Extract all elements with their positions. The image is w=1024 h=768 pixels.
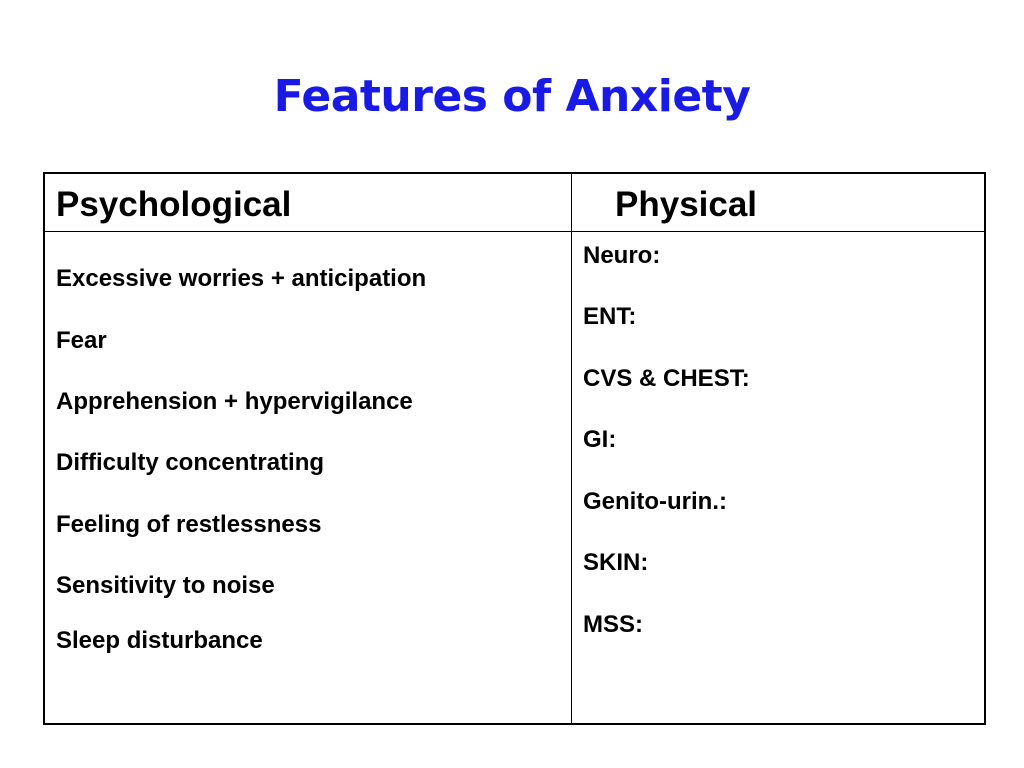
psychological-item-worries: Excessive worries + anticipation [56, 265, 427, 292]
psychological-item-concentration: Difficulty concentrating [56, 449, 325, 476]
psychological-item-sleep: Sleep disturbance [56, 627, 263, 654]
physical-item-skin: SKIN: [583, 549, 649, 576]
psychological-item-apprehension: Apprehension + hypervigilance [56, 388, 413, 415]
physical-item-genito-urinary: Genito-urin.: [583, 488, 727, 515]
header-row-divider [43, 231, 986, 232]
psychological-item-fear: Fear [56, 327, 107, 354]
physical-item-mss: MSS: [583, 611, 643, 638]
slide-title: Features of Anxiety [273, 71, 751, 122]
psychological-item-restlessness: Feeling of restlessness [56, 511, 322, 538]
physical-item-neuro: Neuro: [583, 242, 661, 269]
physical-item-cvs-chest: CVS & CHEST: [583, 365, 750, 392]
psychological-column-header: Psychological [56, 185, 292, 224]
column-divider [571, 172, 572, 725]
physical-item-gi: GI: [583, 426, 617, 453]
physical-item-ent: ENT: [583, 303, 637, 330]
psychological-item-noise: Sensitivity to noise [56, 572, 275, 599]
physical-column-header: Physical [615, 185, 758, 224]
